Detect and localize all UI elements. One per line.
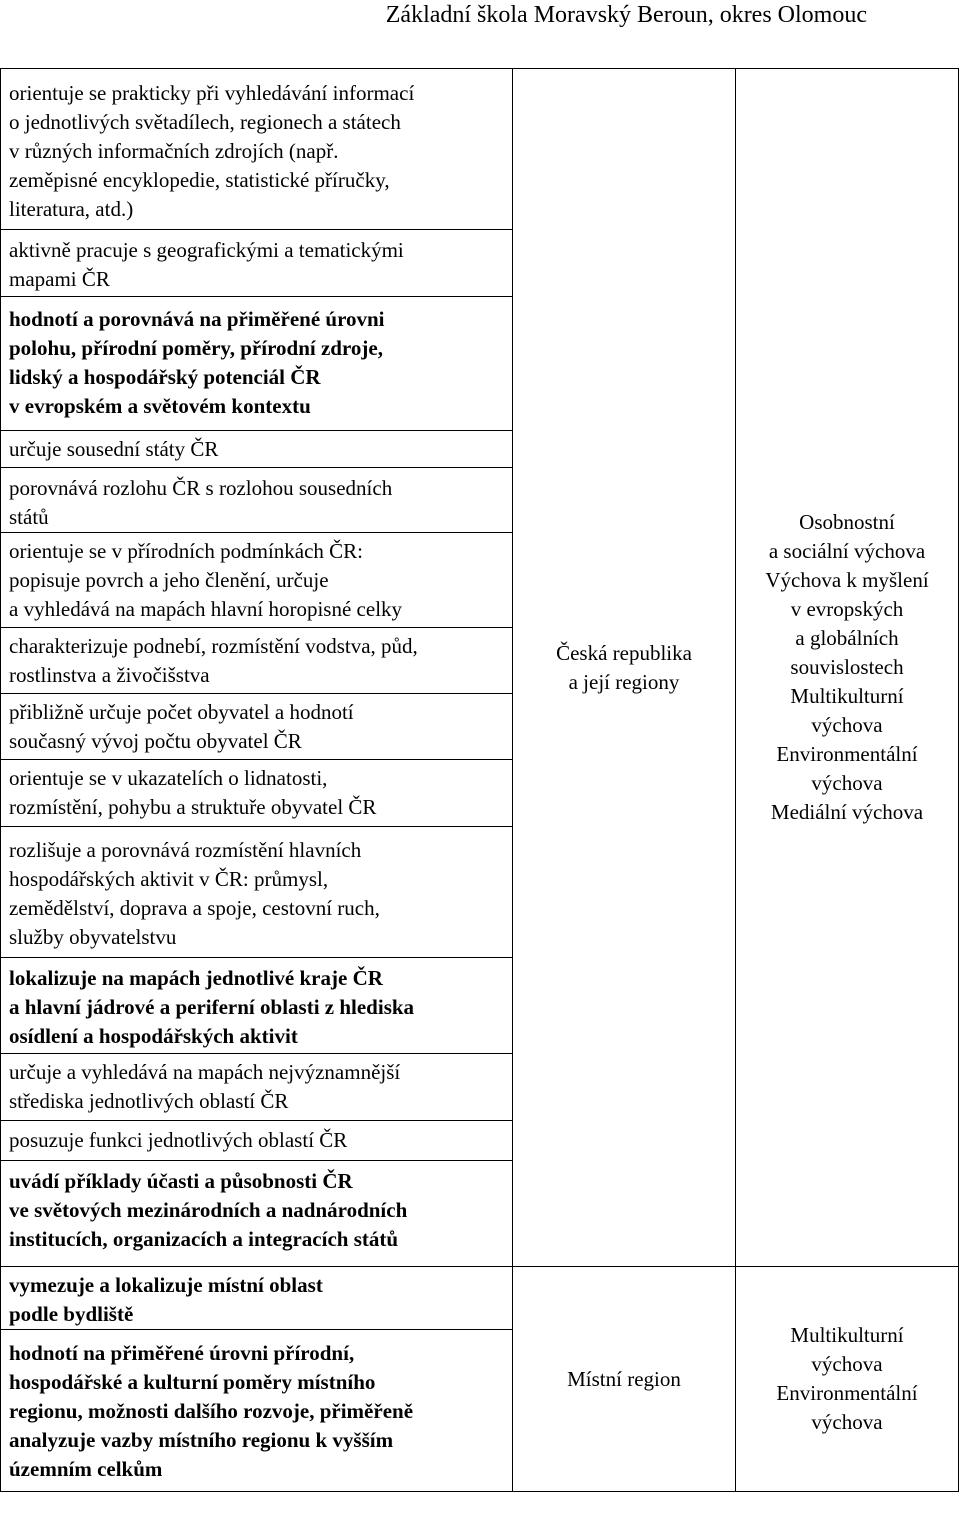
outcome-cell: [1, 468, 513, 533]
outcome-line: územním celkům: [9, 1457, 163, 1481]
outcome-cell: [1, 431, 513, 468]
school-name: Základní škola Moravský Beroun, okres Olomouc: [385, 2, 867, 28]
outcome-line: rozmístění, pohybu a struktuře obyvatel ČR: [9, 795, 377, 819]
outcome-line: polohu, přírodní poměry, přírodní zdroje,: [9, 336, 383, 360]
topic-cell: [513, 1267, 736, 1492]
outcome-line: osídlení a hospodářských aktivit: [9, 1024, 298, 1048]
outcome-cell: [1, 760, 513, 827]
theme-line: výchova: [811, 713, 883, 737]
outcome-line: určuje sousední státy ČR: [9, 437, 219, 461]
outcome-line: lokalizuje na mapách jednotlivé kraje ČR: [9, 966, 383, 990]
theme-line: Výchova k myšlení: [765, 568, 929, 592]
outcome-cell: [1, 958, 513, 1054]
topic-line: Česká republika: [556, 640, 692, 665]
outcome-line: charakterizuje podnebí, rozmístění vodstva, půd,: [9, 634, 418, 658]
curriculum-table: [0, 68, 959, 1492]
outcome-line: určuje a vyhledává na mapách nejvýznamnější: [9, 1060, 401, 1084]
outcome-line: institucích, organizacích a integracích států: [9, 1227, 399, 1251]
outcome-line: současný vývoj počtu obyvatel ČR: [9, 729, 302, 753]
cross-curricular-themes-cell: [736, 69, 959, 1267]
outcome-line: vymezuje a lokalizuje místní oblast: [9, 1273, 323, 1297]
theme-line: souvislostech: [790, 655, 904, 679]
outcome-line: orientuje se v přírodních podmínkách ČR:: [9, 539, 364, 563]
cross-curricular-themes-cell: [736, 1267, 959, 1492]
theme-line: Multikulturní: [790, 1323, 904, 1347]
outcome-cell: [1, 1054, 513, 1121]
theme-line: Osobnostní: [799, 510, 895, 534]
outcome-line: zemědělství, doprava a spoje, cestovní ruch,: [9, 896, 380, 920]
outcome-line: rozlišuje a porovnává rozmístění hlavních: [9, 838, 362, 862]
outcome-line: mapami ČR: [9, 267, 110, 291]
outcome-line: států: [9, 505, 49, 529]
topic-line: Místní region: [567, 1366, 681, 1391]
outcome-cell: [1, 69, 513, 230]
theme-line: Environmentální: [776, 1381, 918, 1405]
outcome-cell: [1, 1121, 513, 1161]
outcome-cell: [1, 827, 513, 958]
outcome-line: hospodářských aktivit v ČR: průmysl,: [9, 867, 329, 891]
outcome-line: služby obyvatelstvu: [9, 925, 177, 949]
page-header: [0, 0, 960, 38]
outcome-line: lidský a hospodářský potenciál ČR: [9, 365, 321, 389]
outcome-cell: [1, 297, 513, 431]
outcome-line: regionu, možnosti dalšího rozvoje, přiměřeně: [9, 1399, 414, 1423]
outcome-line: hodnotí a porovnává na přiměřené úrovni: [9, 307, 385, 331]
topic-line: a její regiony: [568, 669, 680, 694]
outcome-cell: [1, 628, 513, 694]
theme-line: a sociální výchova: [768, 539, 926, 563]
outcome-line: analyzuje vazby místního regionu k vyšším: [9, 1428, 394, 1452]
topic-cell: [513, 69, 736, 1267]
theme-line: výchova: [811, 1410, 883, 1434]
outcome-line: v různých informačních zdrojích (např.: [9, 139, 339, 163]
outcome-cell: [1, 230, 513, 297]
outcome-line: literatura, atd.): [9, 197, 134, 221]
outcome-line: orientuje se v ukazatelích o lidnatosti,: [9, 766, 328, 790]
outcome-cell: [1, 1330, 513, 1492]
outcome-cell: [1, 694, 513, 760]
outcome-line: porovnává rozlohu ČR s rozlohou sousedních: [9, 476, 393, 500]
theme-line: Environmentální: [776, 742, 918, 766]
outcome-line: o jednotlivých světadílech, regionech a státech: [9, 110, 401, 134]
outcome-line: hodnotí na přiměřené úrovni přírodní,: [9, 1341, 355, 1365]
outcome-line: přibližně určuje počet obyvatel a hodnotí: [9, 700, 354, 724]
table-row: [1, 69, 959, 230]
outcome-line: střediska jednotlivých oblastí ČR: [9, 1089, 289, 1113]
table-row: [1, 1267, 959, 1330]
outcome-line: podle bydliště: [9, 1302, 134, 1326]
outcome-line: zeměpisné encyklopedie, statistické příručky,: [9, 168, 390, 192]
outcome-line: uvádí příklady účasti a působnosti ČR: [9, 1169, 353, 1193]
outcome-line: a hlavní jádrové a periferní oblasti z hlediska: [9, 995, 415, 1019]
outcome-line: rostlinstva a živočišstva: [9, 663, 210, 687]
theme-line: výchova: [811, 1352, 883, 1376]
outcome-line: aktivně pracuje s geografickými a tematickými: [9, 238, 404, 262]
outcome-line: posuzuje funkci jednotlivých oblastí ČR: [9, 1128, 348, 1152]
outcome-line: popisuje povrch a jeho členění, určuje: [9, 568, 329, 592]
theme-line: Mediální výchova: [770, 800, 924, 824]
outcome-cell: [1, 1267, 513, 1330]
outcome-line: a vyhledává na mapách hlavní horopisné celky: [9, 597, 403, 621]
outcome-cell: [1, 1161, 513, 1267]
theme-line: v evropských: [790, 597, 904, 621]
outcome-line: v evropském a světovém kontextu: [9, 394, 311, 418]
outcome-cell: [1, 533, 513, 628]
outcome-line: hospodářské a kulturní poměry místního: [9, 1370, 376, 1394]
outcome-line: orientuje se prakticky při vyhledávání informací: [9, 81, 415, 105]
theme-line: výchova: [811, 771, 883, 795]
theme-line: Multikulturní: [790, 684, 904, 708]
theme-line: a globálních: [795, 626, 899, 650]
outcome-line: ve světových mezinárodních a nadnárodních: [9, 1198, 408, 1222]
